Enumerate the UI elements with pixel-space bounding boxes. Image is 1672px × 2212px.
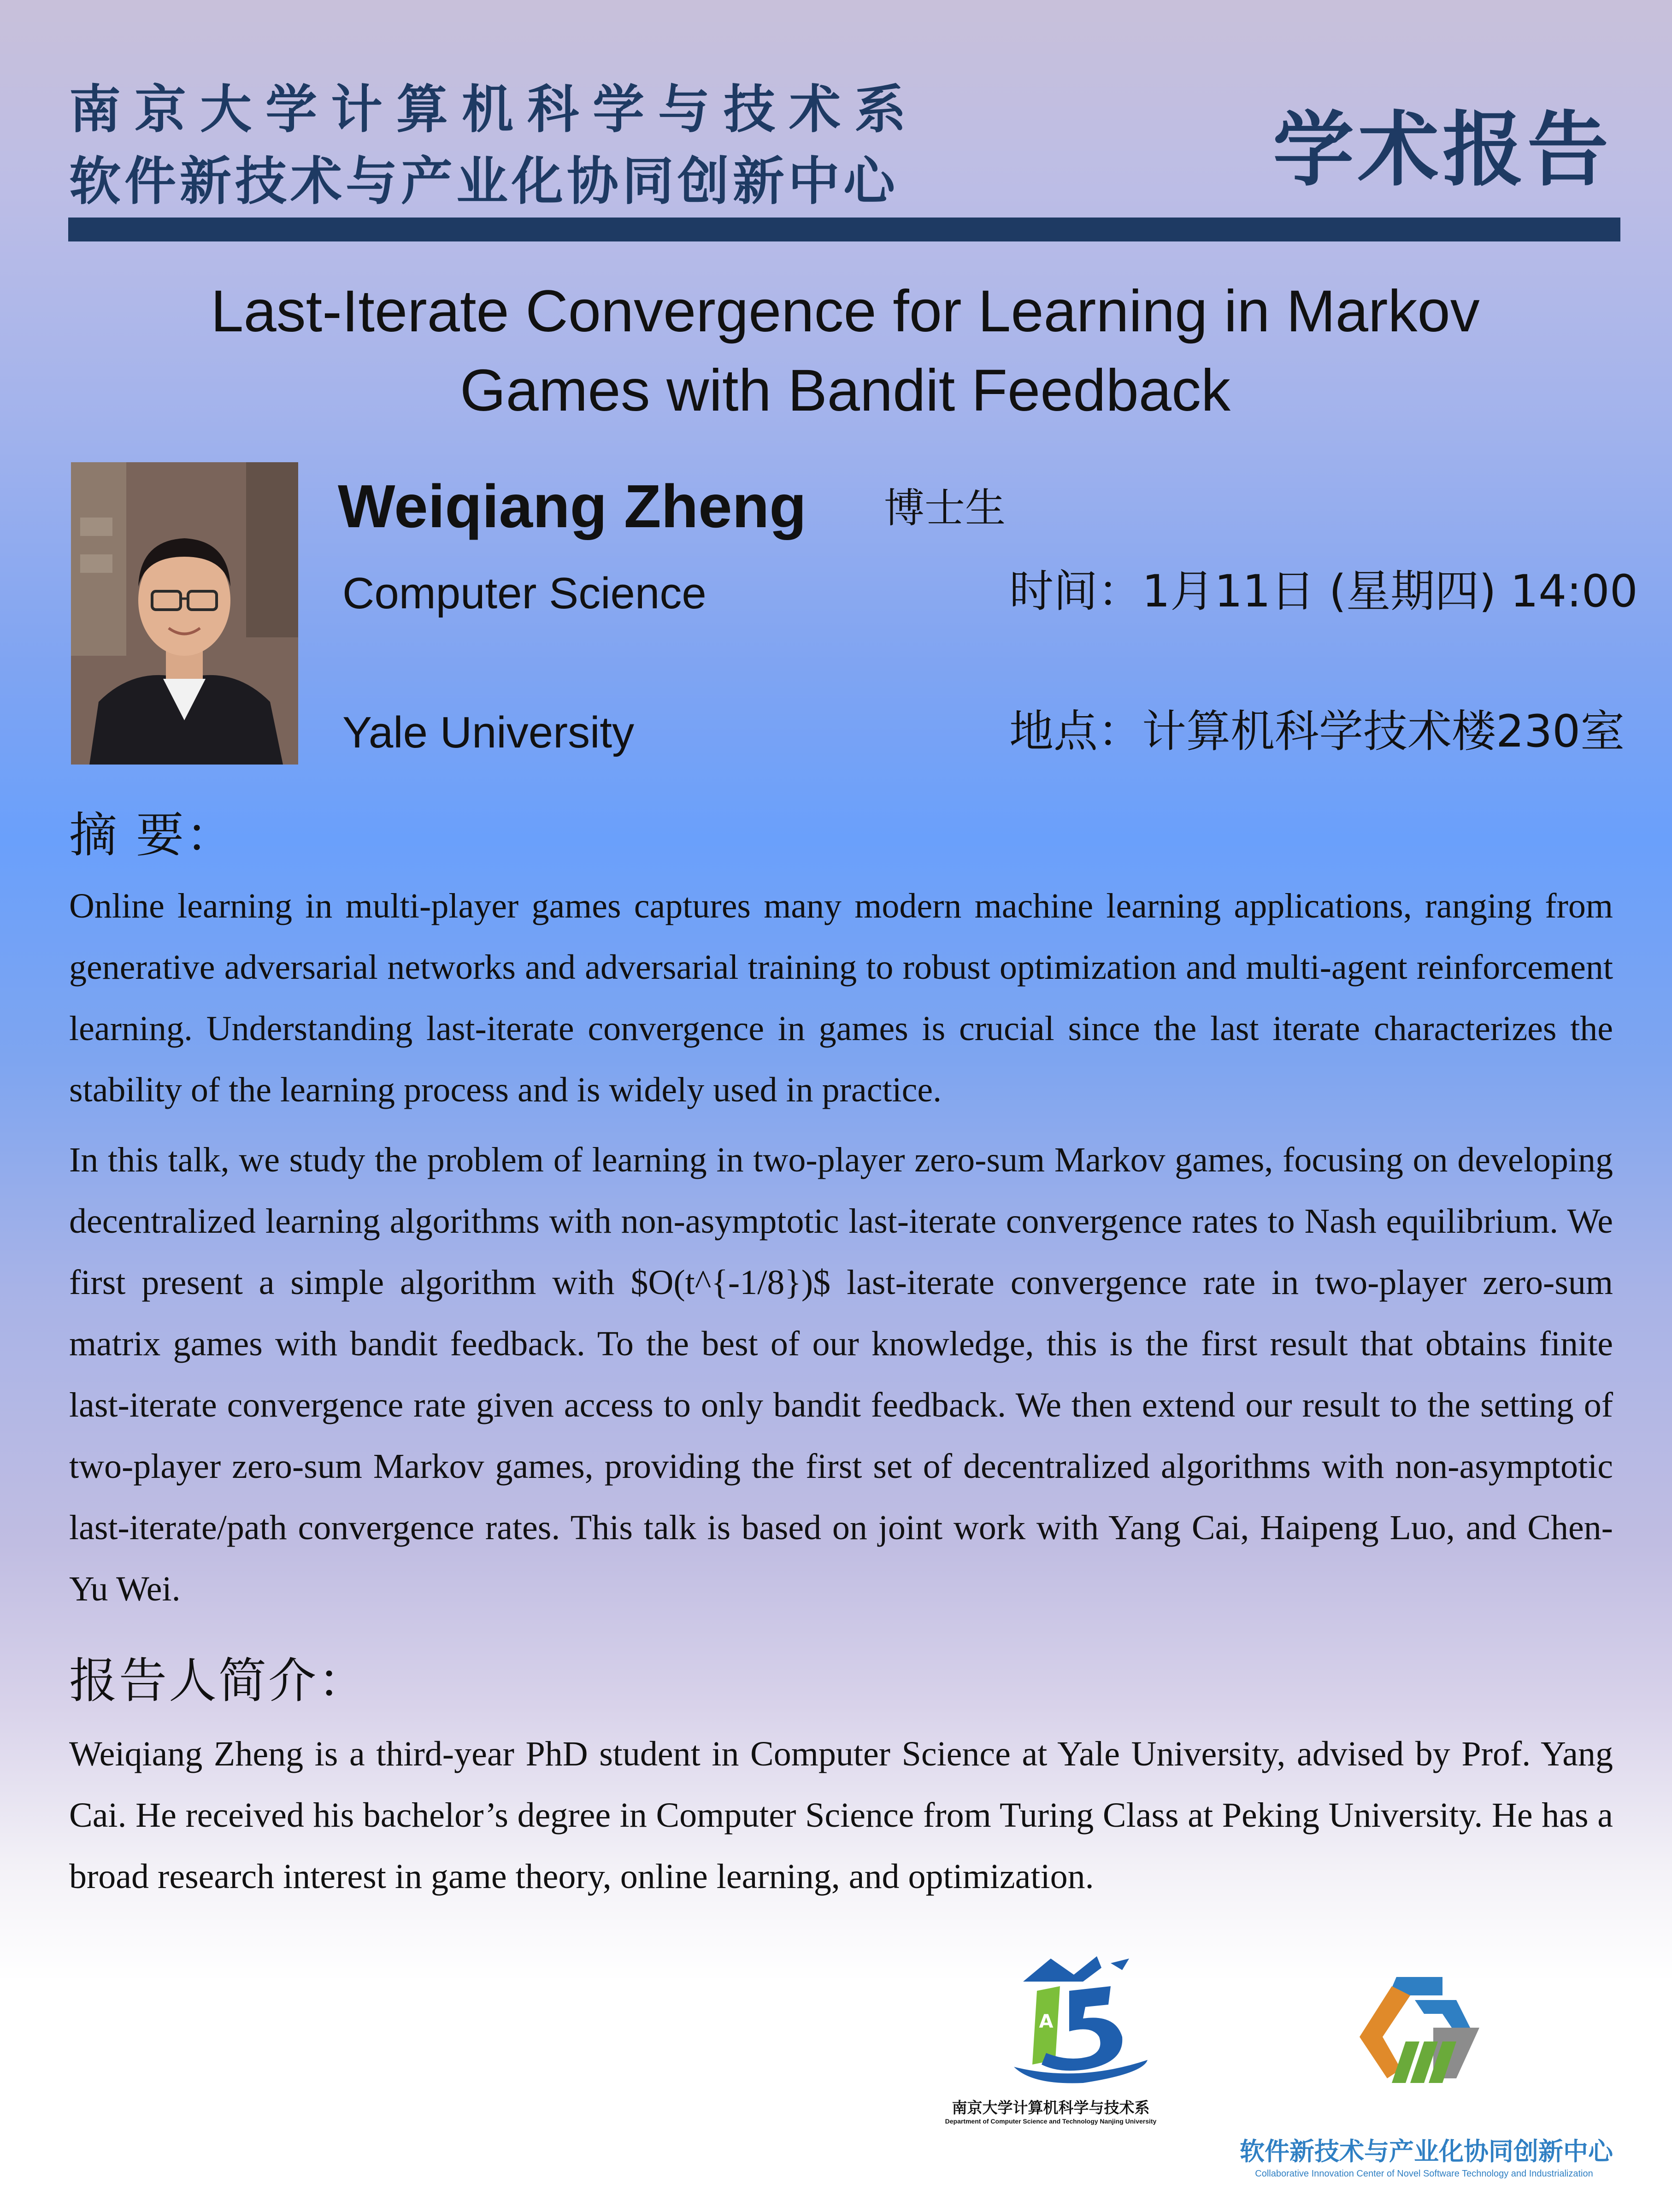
svg-text:A: A	[1039, 2011, 1054, 2032]
cicnst-logo-english-text: Collaborative Innovation Center of Novel Software Technology and Industrialization	[1255, 2169, 1593, 2179]
nju-cs-logo-english-text: Department of Computer Science and Technology Nanjing University	[945, 2118, 1157, 2125]
cicnst-logo	[1350, 1968, 1489, 2106]
event-location: 地点：计算机科学技术楼230室	[1009, 706, 1625, 757]
department-name: 南京大学计算机科学与技术系	[69, 80, 920, 140]
center-name: 软件新技术与产业化协同创新中心	[69, 152, 899, 212]
talk-title-line1: Last-Iterate Convergence for Learning in Markov	[211, 278, 1480, 344]
talk-title-line2: Games with Bandit Feedback	[460, 358, 1230, 424]
abstract-paragraph-2: In this talk, we study the problem of learning in two-player zero-sum Markov games, focusing on developing decentralized learning algorithms with non-asymptotic last-iterate convergence rates to Nash equilibrium. We first present a simple algorithm with $O(t^{-1/8})$ last-iterate convergence rate in two-player zero-sum matrix games with bandit feedback. To the best of our knowledge, this is the first result that obtains finite last-iterate convergence rate given access to only bandit feedback. We then extend our result to the setting of two-player zero-sum Markov games, providing the first set of decentralized algorithms with non-asymptotic last-iterate/path convergence rates. This talk is based on joint work with Yang Cai, Haipeng Luo, and Chen-Yu Wei.	[69, 1141, 1613, 1608]
speaker-portrait-illustration	[71, 462, 298, 765]
abstract-heading: 摘 要：	[69, 807, 236, 863]
event-time: 时间：1月11日 (星期四) 14:00	[1009, 565, 1638, 617]
speaker-photo	[71, 462, 298, 765]
bio-paragraph: Weiqiang Zheng is a third-year PhD student in Computer Science at Yale University, advised by Prof. Yang Cai. He received his bachelor’s degree in Computer Science from Turing Class at Peking University. He has a broad research interest in game theory, online learning, and optimization.	[69, 1735, 1613, 1896]
header-divider	[68, 218, 1620, 241]
cicnst-logo-text: 软件新技术与产业化协同创新中心	[1240, 2137, 1613, 2166]
speaker-name: Weiqiang Zheng	[338, 472, 807, 540]
speaker-title: 博士生	[884, 484, 1006, 532]
nju-cs-logo	[1005, 1949, 1157, 2088]
abstract-paragraph-1: Online learning in multi-player games captures many modern machine learning applications, ranging from generative adversarial networks and adversarial training to robust optimization and multi-agent reinforcement learning. Understanding last-iterate convergence in games is crucial since the last iterate characterizes the stability of the learning process and is widely used in practice.	[69, 887, 1613, 1109]
poster-label: 学术报告	[1272, 103, 1612, 197]
talk-title	[69, 272, 1621, 430]
cicnst-emblem-icon	[1350, 1968, 1489, 2106]
nju-cs-emblem-icon	[1005, 1949, 1157, 2088]
nju-cs-logo-text: 南京大学计算机科学与技术系	[952, 2099, 1150, 2117]
speaker-university: Yale University	[342, 708, 635, 757]
bio-heading: 报告人简介：	[69, 1653, 368, 1709]
speaker-department: Computer Science	[342, 569, 706, 618]
